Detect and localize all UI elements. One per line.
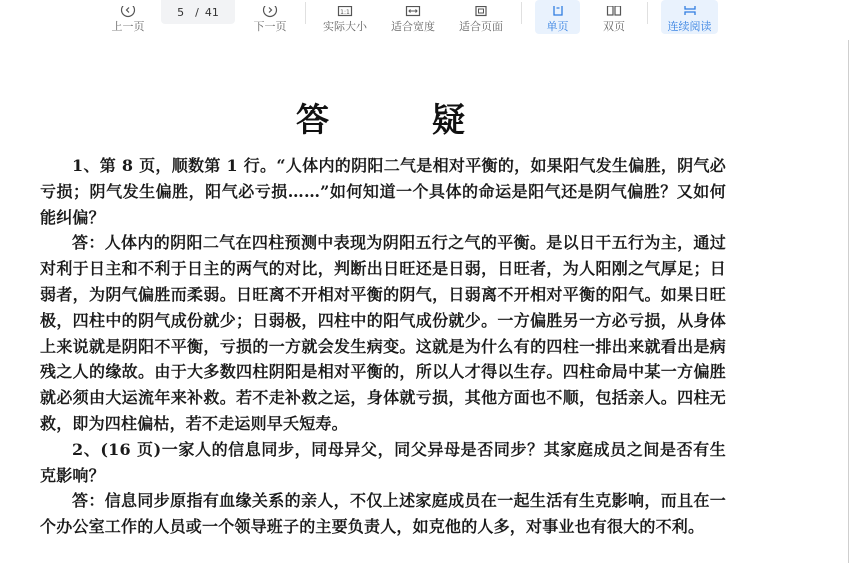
- document-title: [0, 94, 850, 139]
- pdf-toolbar: [0, 0, 850, 38]
- paragraph: 答：信息同步原指有血缘关系的亲人，不仅上述家庭成员在一起生活有生克影响，而且在一个办公室工作的人员或一个领导班子的主要负责人，如克他的人多，对事业也有很大的不利。: [40, 491, 726, 537]
- actual-size-label: 实际大小: [323, 20, 367, 33]
- current-page-input[interactable]: 5: [177, 5, 185, 19]
- fit-width-label: 适合宽度: [391, 20, 435, 33]
- title-char: 答: [296, 100, 329, 139]
- page-separator: /: [195, 5, 199, 19]
- toolbar-divider: [647, 2, 648, 24]
- prev-page-button[interactable]: [108, 0, 148, 34]
- total-pages: 41: [204, 5, 219, 19]
- single-page-icon: [550, 6, 566, 18]
- actual-size-button[interactable]: [320, 0, 370, 34]
- toolbar-divider: [305, 2, 306, 24]
- single-page-button[interactable]: [535, 0, 580, 34]
- document-body: [40, 153, 726, 540]
- fit-width-button[interactable]: [388, 0, 438, 34]
- fit-page-icon: [473, 6, 489, 18]
- fit-page-label: 适合页面: [459, 20, 503, 33]
- prev-page-label: 上一页: [111, 20, 145, 33]
- next-page-label: 下一页: [253, 20, 287, 33]
- title-char: 疑: [432, 100, 465, 139]
- continuous-scroll-icon: [682, 6, 698, 18]
- double-page-label: 双页: [603, 20, 625, 33]
- paragraph: 答：人体内的阴阳二气在四柱预测中表现为阴阳五行之气的平衡。是以日干五行为主，通过对利于日主和不利于日主的两气的对比，判断出日旺还是日弱，日旺者，为人阳刚之气厚足；日弱者，为阴气偏胜而柔弱。日旺离不开相对平衡的阴气，日弱离不开相对平衡的阳气。如果日旺极，四柱中的阴气成份就少；日弱极，四柱中的阳气成份就少。一方偏胜另一方必亏损，从身体上来说就是阴阳不平衡，亏损的一方就会发生病变。这就是为什么有的四柱一排出来就看出是病残之人的缘故。由于大多数四柱阴阳是相对平衡的，所以人才得以生存。四柱命局中某一方偏胜就必须由大运流年来补救。若不走补救之运，身体就亏损，其他方面也不顺，包括亲人。四柱无救，即为四柱偏枯，若不走运则早夭短寿。: [40, 233, 726, 433]
- fit-page-button[interactable]: [456, 0, 506, 34]
- double-page-icon: [606, 6, 622, 18]
- continuous-reading-label: 连续阅读: [667, 20, 712, 33]
- continuous-reading-button[interactable]: [661, 0, 718, 34]
- chevron-right-circle-icon: [262, 6, 278, 18]
- actual-size-icon: [337, 6, 353, 18]
- fit-width-icon: [405, 6, 421, 18]
- single-page-label: 单页: [546, 20, 569, 33]
- svg-text:1:1: 1:1: [340, 9, 350, 16]
- page-indicator[interactable]: [161, 0, 235, 24]
- chevron-left-circle-icon: [120, 6, 136, 18]
- paragraph: 1、第 8 页，顺数第 1 行。“人体内的阴阳二气是相对平衡的，如果阳气发生偏胜，阴气必亏损；阴气发生偏胜，阳气必亏损……”如何知道一个具体的命运是阳气还是阴气偏胜？又如何能纠偏？: [40, 156, 726, 227]
- paragraph: 2、(16 页)一家人的信息同步，同母异父，同父异母是否同步？其家庭成员之间是否有生克影响？: [40, 439, 726, 485]
- next-page-button[interactable]: [250, 0, 290, 34]
- double-page-button[interactable]: [593, 0, 635, 34]
- toolbar-divider: [521, 2, 522, 24]
